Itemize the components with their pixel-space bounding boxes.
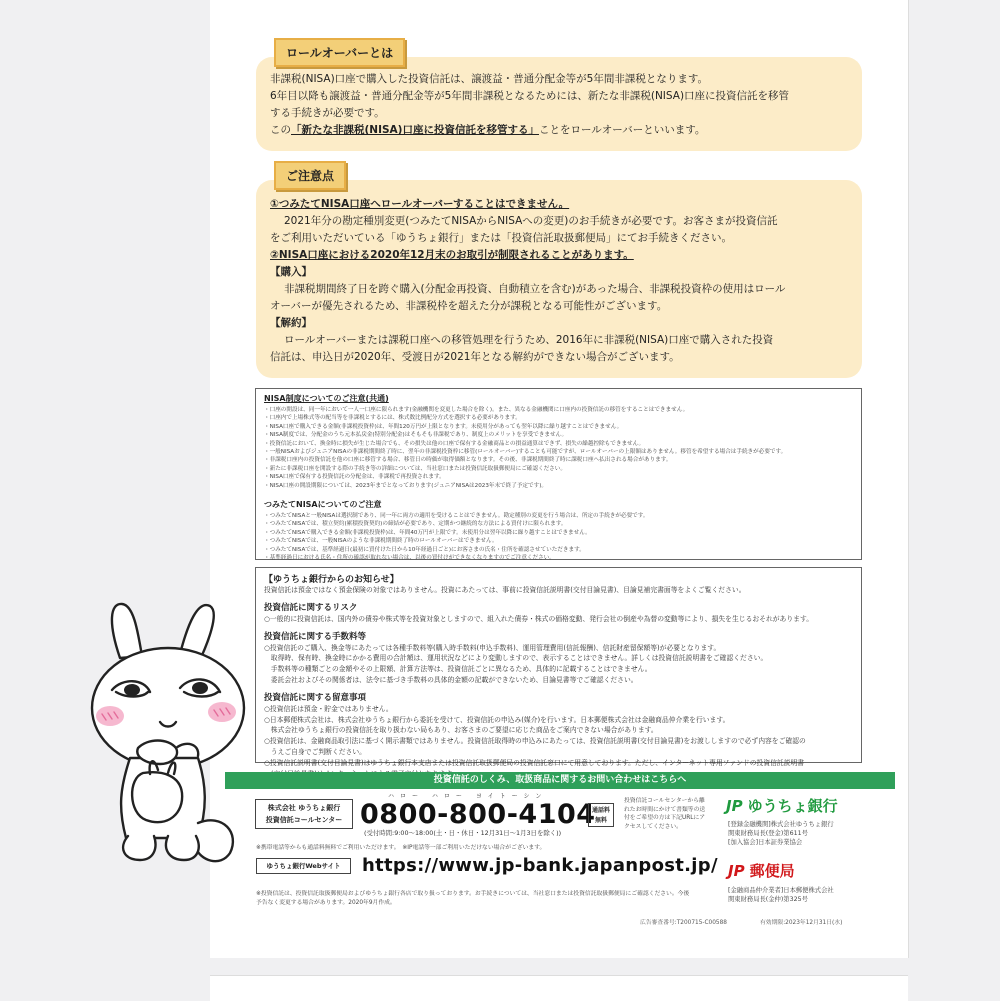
caution-item-3: 株式会社ゆうちょ銀行の投資信託を取り扱わない局もあり、お客さまのご要望に応じた商品をご案内できない場合があります。 (264, 726, 658, 735)
post-registration-line-1: [金融商品仲介業者]日本郵便株式会社 (728, 887, 834, 894)
tsumitate-note-item: ・つみたてNISAと一般NISAは選択制であり、同一年に両方の適用を受けることはできません。勘定種別の変更を行う場合は、所定の手続きが必要です。 (264, 513, 649, 520)
rollover-panel (256, 57, 862, 151)
phone-ruby: ハロー ハロー ヨイトーシン (388, 793, 548, 800)
footnote-line-2: 予告なく変更する場合があります。2020年9月作成。 (256, 900, 396, 906)
free-call-badge (588, 803, 614, 827)
nisa-note-item: ・NISA口座で保有する投資信託の分配金は、非課税で再投資されます。 (264, 474, 445, 481)
fee-line-1: ○投資信託のご購入、換金等にあたっては各種手数料等(購入時手数料(申込手数料)、運用管理費用(信託報酬)、信託財産留保額等)が必要となります。 (264, 643, 721, 652)
post-registration-line-2: 関東財務局長(金仲)第325号 (728, 896, 808, 903)
nisa-notes-list (264, 406, 853, 490)
nisa-notes-box (255, 388, 862, 560)
free-call-badge-line-2: 無料 (594, 817, 607, 824)
tsumitate-note-item: ・つみたてNISAでは、一般NISAのような非課税期間終了時のロールオーバーはできません。 (264, 538, 498, 545)
fee-heading: 投資信託に関する手数料等 (264, 631, 367, 642)
purchase-label: 【購入】 (270, 266, 312, 278)
jp-bank-mark-icon: JP (726, 797, 743, 815)
nisa-note-item: ・NISA制度では、分配金のうち元本払戻金(特別分配金)はそもそも非課税であり、制度上のメリットを享受できません。 (264, 432, 568, 439)
company-name: 株式会社 ゆうちょ銀行 (267, 804, 341, 812)
tsumitate-note-item: ・基準経過日における氏名・住所の確認が取れない場合は、以後の買付けができなくなりますのでご注意ください。 (264, 555, 555, 562)
footnote (256, 890, 716, 908)
post-registration (728, 886, 834, 904)
nisa-notes-title-text: NISA制度についてのご注意(共通) (264, 394, 389, 403)
call-center-note: 投資信託コールセンターから離れたお時間にかけて書類等の送付をご希望の方は下記URLにアクセスしてください。 (624, 798, 706, 830)
caution-heading-2 (270, 247, 848, 264)
call-center-label (255, 799, 353, 829)
rollover-line-3: する手続きが必要です。 (270, 107, 385, 119)
caution-item-1: ○投資信託は預金・貯金ではありません。 (264, 704, 393, 713)
cancel-line-a: ロールオーバーまたは課税口座への移管処理を行うため、2016年に非課税(NISA)口座で購入された投資 (284, 334, 774, 346)
nisa-note-item: ・投資信託において、換金時に損失が生じた場合でも、その損失は他の口座で保有する金融商品との損益通算はできず、損失の繰越控除もできません。 (264, 440, 645, 447)
fee-line-4: 委託会社およびその関係者は、法令に基づき手数料の具体的金額の記載ができないため、目論見書等でご確認ください。 (264, 675, 638, 684)
nisa-note-item: ・口座の開設は、同一年において一人一口座に限られます(金融機関を変更した場合を除く)。また、異なる金融機関に口座内の投資信託の移管をすることはできません。 (264, 407, 689, 413)
tsumitate-notes-list (264, 512, 853, 562)
cancel-label: 【解約】 (270, 317, 312, 329)
caution-item-6: ○投資信託説明書(交付目論見書)はゆうちょ銀行本支店または投資信託取扱郵便局の投資信託窓口にて用意しております。ただし、インターネット専用ファンドの投資信託説明書 (264, 758, 805, 767)
rabbit-sticker-icon (88, 598, 253, 918)
caution-item-5: うえご自身でご判断ください。 (264, 747, 366, 756)
rollover-line-1: 非課税(NISA)口座で購入した投資信託は、譲渡益・普通分配金等が5年間非課税となります。 (270, 73, 709, 85)
japan-post-logo (728, 860, 795, 881)
caution-1-line-a: 2021年分の勘定種別変更(つみたてNISAからNISAへの変更)のお手続きが必要です。お客さまが投資信託 (284, 215, 778, 227)
free-call-badge-line-1: 通話料 (591, 807, 610, 814)
rollover-line-4-pre: この (270, 124, 291, 136)
tsumitate-note-item: ・つみたてNISAでは、基準経過日(最初に買付けた日から10年経過日ごと)にお客さまの氏名・住所を確認させていただきます。 (264, 546, 585, 553)
bank-registration-line-1: [登録金融機関]株式会社ゆうちょ銀行 (728, 821, 834, 828)
nisa-note-item: ・新たに非課税口座を開設する際の手続き等の詳細については、当社窓口または投資信託取扱郵便局にご確認ください。 (264, 465, 566, 472)
inquiry-banner: 投資信託のしくみ、取扱商品に関するお問い合わせはこちらへ (225, 772, 895, 789)
rollover-heading: ロールオーバーとは (274, 38, 405, 67)
nisa-notes-title (264, 393, 853, 404)
bank-registration-line-2: 関東財務局長(登金)第611号 (728, 830, 808, 837)
nisa-note-item: ・一般NISAおよびジュニアNISAの非課税期間終了時に、翌年の非課税投資枠に移管(ロールオーバー)することも可能ですが、ロールオーバーの上限額はありません。移管を希望する場合は手続きが必要です。 (264, 449, 787, 456)
rollover-line-4-post: ことをロールオーバーといいます。 (538, 124, 706, 136)
purchase-line-b: オーバーが優先されるため、非課税枠を超えた分が課税となる可能性がございます。 (270, 300, 668, 312)
tsumitate-note-item: ・つみたてNISAでは、積立契約(累積投資契約)の締結が必要であり、定期かつ継続的な方法による買付けに限られます。 (264, 521, 567, 528)
purchase-line-a: 非課税期間終了日を跨ぐ購入(分配金再投資、自動積立を含む)があった場合、非課税投資枠の使用はロール (284, 283, 786, 295)
nisa-note-item: ・NISA口座で購入できる金額(非課税投資枠)は、年間120万円が上限となります。未使用分があっても翌年以降に繰り越すことはできません。 (264, 423, 623, 430)
caution-item-4: ○投資信託は、金融商品取引法に基づく開示書類ではありません。投資信託取得時の申込みにあたっては、投資信託説明書(交付目論見書)をお渡ししますので必ず内容をご確認の (264, 737, 806, 746)
footnote-line-1: ※投資信託は、投資信託取扱郵便局およびゆうちょ銀行各店で取り扱っております。お手続きについては、当社窓口または投資信託取扱郵便局にご確認ください。今後 (256, 891, 690, 897)
notice-title: 【ゆうちょ銀行からのお知らせ】 (264, 575, 399, 585)
tsumitate-note-item: ・つみたてNISAで購入できる金額(非課税投資枠)は、年間40万円が上限です。未使用分は翌年以降に繰り越すことはできません。 (264, 529, 591, 536)
risk-text: ○一般的に投資信託は、国内外の債券や株式等を投資対象としますので、組入れた債券・株式の価格変動、発行会社の倒産や為替の変動等により、損失を生じるおそれがあります。 (264, 614, 813, 623)
tsumitate-notes-title: つみたてNISAについてのご注意 (264, 500, 382, 510)
jp-bank-logo (726, 795, 838, 816)
caution-heading-1-text: ①つみたてNISA口座へロールオーバーすることはできません。 (270, 198, 570, 210)
rollover-line-4 (270, 122, 848, 139)
ad-review-code: 広告審査番号:T200715-C00588 (640, 920, 727, 926)
caution-1-line-b: をご利用いただいている「ゆうちょ銀行」または「投資信託取扱郵便局」にてお手続きください。 (270, 232, 732, 244)
fee-line-2: 取得時、保有時、換金時にかかる費用の合計額は、運用状況などにより変動しますので、表示することはできません。詳しくは投資信託説明書をご確認ください。 (264, 654, 768, 663)
caution-panel (256, 180, 862, 378)
call-center-name: 投資信託コールセンター (265, 816, 343, 824)
japan-post-logo-text: 郵便局 (749, 862, 795, 880)
next-page-edge (210, 975, 908, 1001)
japan-post-mark-icon: JP (728, 862, 745, 880)
website-url[interactable]: https://www.jp-bank.japanpost.jp/ (362, 855, 718, 876)
caution-heading-2-text: ②NISA口座における2020年12月末のお取引が制限されることがあります。 (270, 249, 634, 261)
phone-number[interactable]: 0800-800-4104 (360, 799, 596, 830)
risk-heading: 投資信託に関するリスク (264, 602, 358, 613)
validity-date: 有効期限:2023年12月31日(水) (760, 920, 843, 926)
notice-intro: 投資信託は預金ではなく預金保険の対象ではありません。投資にあたっては、事前に投資信託説明書(交付目論見書)、目論見補完書面等をよくご覧ください。 (264, 586, 746, 594)
bank-registration (728, 820, 834, 847)
caution-item-2: ○日本郵便株式会社は、株式会社ゆうちょ銀行から委託を受けて、投資信託の申込み(媒介)を行います。日本郵便株式会社は金融商品仲介業を行います。 (264, 715, 730, 724)
cancel-line-b: 信託は、申込日が2020年、受渡日が2021年となる解約ができない場合がございます。 (270, 351, 680, 363)
bank-notice-box (255, 567, 862, 767)
nisa-note-item: ・口座内で上場株式等の配当等を非課税とするには、株式数比例配分方式を選択する必要があります。 (264, 415, 521, 422)
caution-heading-1 (270, 196, 848, 213)
jp-bank-logo-text: ゆうちょ銀行 (747, 797, 838, 815)
mobile-note: ※携帯電話等からも通話料無料でご利用いただけます。 ※IP電話等一部ご利用いただけない場合がございます。 (256, 845, 546, 851)
fee-line-3: 手数料等の種類ごとの金額やその上限額、計算方法等は、投資信託ごとに異なるため、具体的に記載することはできません。 (264, 665, 652, 674)
nisa-note-item: ・NISA口座の開設期限については、2023年までとなっております(ジュニアNISAは2023年末で終了予定です)。 (264, 482, 547, 489)
call-hours: (受付時間:9:00～18:00(土・日・休日・12月31日～1月3日を除く)) (364, 829, 562, 837)
rollover-line-2: 6年目以降も譲渡益・普通分配金等が5年間非課税となるためには、新たな非課税(NISA)口座に投資信託を移管 (270, 90, 790, 102)
caution-heading: ご注意点 (274, 161, 346, 190)
nisa-note-item: ・非課税口座内の投資信託を他の口座に移管する場合、移管日の時価が取得価額となります。その後、非課税期間終了時に課税口座へ払出される場合があります。 (264, 457, 672, 464)
rollover-definition: 「新たな非課税(NISA)口座に投資信託を移管する」 (291, 124, 539, 136)
bank-registration-line-3: [加入協会]日本証券業協会 (728, 839, 803, 846)
website-label: ゆうちょ銀行Webサイト (256, 858, 351, 874)
caution-items-heading: 投資信託に関する留意事項 (264, 692, 367, 703)
